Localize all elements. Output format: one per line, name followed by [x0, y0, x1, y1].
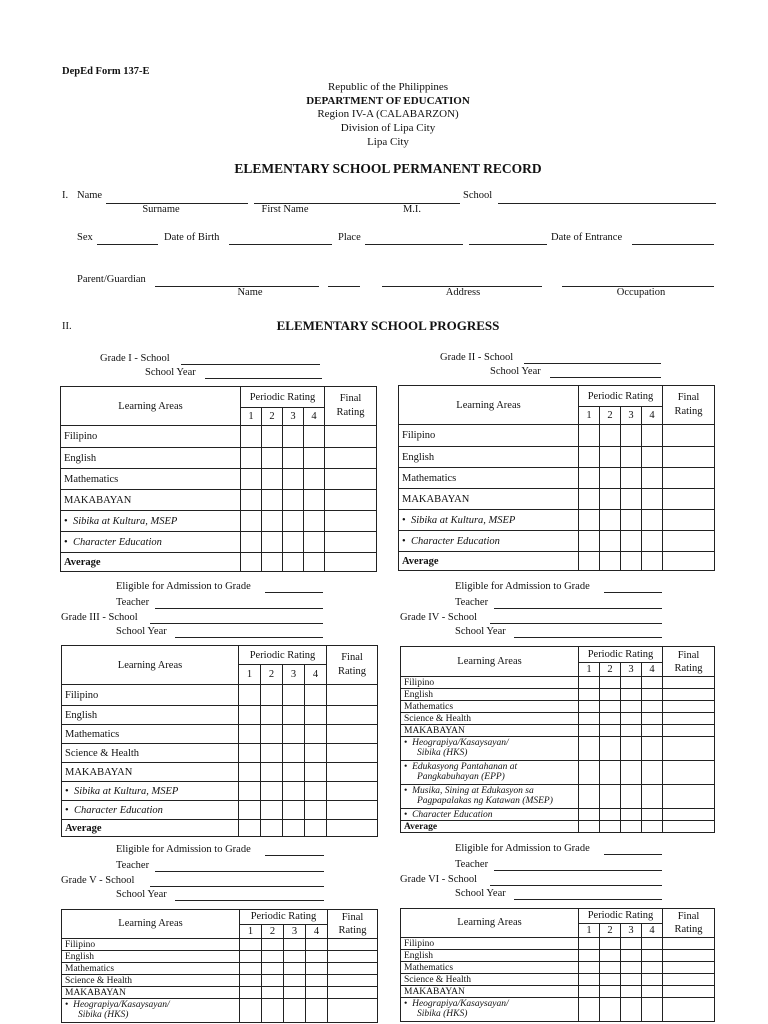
- learning-areas-header: Learning Areas: [61, 387, 241, 426]
- subject-filipino: Filipino: [62, 939, 240, 951]
- rating-header: Rating: [336, 407, 365, 418]
- subject-epp-2: Pangkabuhayan (EPP): [417, 771, 505, 782]
- firstname-caption: First Name: [261, 204, 309, 215]
- q4-header: 4: [304, 408, 325, 426]
- grade2-year-label: School Year: [490, 366, 541, 377]
- grade5-table: [61, 909, 378, 1023]
- grade3-teacher-label: Teacher: [116, 597, 150, 608]
- q2-header: 2: [600, 407, 621, 425]
- periodic-rating-header: Periodic Rating: [239, 646, 327, 665]
- learning-areas-header: Learning Areas: [62, 646, 239, 685]
- final-header: Final: [339, 393, 362, 404]
- rating-header: Rating: [674, 406, 703, 417]
- final-header: Final: [677, 911, 700, 922]
- final-header: Final: [341, 912, 364, 923]
- periodic-rating-header: Periodic Rating: [579, 909, 663, 924]
- q3-header: 3: [283, 665, 305, 685]
- subject-hks: • Heograpiya/Kasaysayan/: [404, 738, 509, 748]
- subject-hks-2: Sibika (HKS): [78, 1009, 129, 1020]
- grade1-school-label: Grade I - School: [100, 353, 170, 364]
- grade3-year-label: School Year: [116, 626, 167, 637]
- subject-makabayan: MAKABAYAN: [61, 490, 241, 511]
- q2-header: 2: [600, 663, 621, 677]
- sex-line[interactable]: [97, 244, 158, 245]
- mi-caption: M.I.: [402, 204, 422, 215]
- q4-header: 4: [642, 663, 663, 677]
- subject-english: English: [62, 951, 240, 963]
- rating-header: Rating: [338, 925, 367, 936]
- q2-header: 2: [600, 924, 621, 938]
- subject-character: • Character Education: [401, 809, 579, 821]
- q1-header: 1: [579, 924, 600, 938]
- subject-science: Science & Health: [62, 975, 240, 987]
- subject-hks: • Heograpiya/Kasaysayan/: [65, 1000, 170, 1010]
- parent-name-caption: Name: [237, 287, 263, 298]
- learning-areas-header: Learning Areas: [62, 910, 240, 939]
- grade4-teacher-line[interactable]: [494, 608, 662, 609]
- grade4-year-label: School Year: [455, 626, 506, 637]
- grade1-school-line[interactable]: [181, 364, 320, 365]
- surname-caption: Surname: [142, 204, 180, 215]
- subject-filipino: Filipino: [61, 426, 241, 448]
- grade6-teacher-label: Teacher: [455, 859, 489, 870]
- q2-header: 2: [261, 665, 283, 685]
- subject-character: • Character Education: [62, 801, 239, 820]
- subject-makabayan: MAKABAYAN: [62, 763, 239, 782]
- grade6-school-line[interactable]: [490, 885, 662, 886]
- q3-header: 3: [621, 924, 642, 938]
- average-row: Average: [62, 820, 239, 837]
- school-line[interactable]: [498, 203, 716, 204]
- grade3-eligible-line[interactable]: [265, 855, 324, 856]
- subject-english: English: [399, 447, 579, 468]
- final-header: Final: [341, 652, 363, 663]
- grade6-teacher-line[interactable]: [494, 870, 662, 871]
- parent-label: Parent/Guardian: [77, 274, 146, 285]
- subject-character: • Character Education: [399, 531, 579, 552]
- grade1-eligible-label: Eligible for Admission to Grade: [116, 581, 251, 592]
- periodic-rating-header: Periodic Rating: [241, 387, 325, 408]
- subject-hks-2: Sibika (HKS): [417, 1008, 468, 1019]
- learning-areas-header: Learning Areas: [401, 909, 579, 938]
- subject-math: Mathematics: [61, 469, 241, 490]
- subject-science: Science & Health: [62, 744, 239, 763]
- subject-makabayan: MAKABAYAN: [62, 987, 240, 999]
- average-row: Average: [399, 552, 579, 571]
- subject-math: Mathematics: [62, 963, 240, 975]
- page-title: ELEMENTARY SCHOOL PERMANENT RECORD: [234, 161, 542, 176]
- section2-numeral: II.: [62, 321, 72, 332]
- grade1-eligible-line[interactable]: [265, 592, 323, 593]
- q4-header: 4: [642, 924, 663, 938]
- grade3-school-label: Grade III - School: [61, 612, 138, 623]
- grade2-school-label: Grade II - School: [440, 352, 514, 363]
- subject-sibika: • Sibika at Kultura, MSEP: [399, 510, 579, 531]
- q3-header: 3: [621, 407, 642, 425]
- grade4-table: [400, 646, 715, 833]
- rating-header: Rating: [674, 662, 703, 674]
- grade4-eligible-line[interactable]: [604, 854, 662, 855]
- grade2-eligible-line[interactable]: [604, 592, 662, 593]
- grade4-teacher-label: Teacher: [455, 597, 489, 608]
- grade1-year-label: School Year: [145, 367, 196, 378]
- q1-header: 1: [579, 663, 600, 677]
- subject-msep-2: Pagpapalakas ng Katawan (MSEP): [417, 795, 553, 806]
- grade4-school-line[interactable]: [490, 623, 662, 624]
- subject-english: English: [62, 706, 239, 725]
- periodic-rating-header: Periodic Rating: [579, 386, 663, 407]
- final-header: Final: [677, 392, 700, 403]
- sex-label: Sex: [77, 232, 93, 243]
- final-header: Final: [677, 649, 700, 661]
- grade1-table: [60, 386, 377, 572]
- subject-filipino: Filipino: [62, 685, 239, 706]
- header-region: Region IV-A (CALABARZON): [317, 108, 459, 120]
- q4-header: 4: [642, 407, 663, 425]
- grade5-school-line[interactable]: [150, 886, 324, 887]
- grade3-table: [61, 645, 378, 837]
- grade6-year-line[interactable]: [514, 899, 662, 900]
- grade1-year-line[interactable]: [205, 378, 322, 379]
- section1-numeral: I.: [62, 190, 69, 201]
- subject-hks-2: Sibika (HKS): [417, 747, 468, 758]
- grade2-year-line[interactable]: [550, 377, 661, 378]
- place-line-2[interactable]: [469, 244, 547, 245]
- parent-name-line-2[interactable]: [328, 286, 360, 287]
- address-caption: Address: [445, 287, 481, 298]
- q1-header: 1: [240, 925, 262, 939]
- subject-science: Science & Health: [401, 974, 579, 986]
- grade3-eligible-label: Eligible for Admission to Grade: [116, 844, 251, 855]
- header-republic: Republic of the Philippines: [327, 81, 449, 93]
- grade2-eligible-label: Eligible for Admission to Grade: [455, 581, 590, 592]
- subject-hks: • Heograpiya/Kasaysayan/: [404, 999, 509, 1009]
- occupation-caption: Occupation: [616, 287, 666, 298]
- header-division: Division of Lipa City: [340, 122, 436, 134]
- entrance-line[interactable]: [632, 244, 714, 245]
- subject-msep: • Musika, Sining at Edukasyon sa: [404, 786, 534, 796]
- subject-english: English: [401, 950, 579, 962]
- grade4-school-label: Grade IV - School: [400, 612, 478, 623]
- periodic-rating-header: Periodic Rating: [240, 910, 328, 925]
- dob-label: Date of Birth: [164, 232, 220, 243]
- subject-math: Mathematics: [401, 962, 579, 974]
- subject-english: English: [401, 689, 579, 701]
- name-label: Name: [77, 190, 103, 201]
- grade5-teacher-line[interactable]: [155, 871, 324, 872]
- grade4-eligible-label: Eligible for Admission to Grade: [455, 843, 590, 854]
- grade3-year-line[interactable]: [175, 637, 323, 638]
- subject-makabayan: MAKABAYAN: [401, 725, 579, 737]
- grade6-year-label: School Year: [455, 888, 506, 899]
- grade6-table: [400, 908, 715, 1022]
- subject-filipino: Filipino: [401, 677, 579, 689]
- place-label: Place: [338, 232, 361, 243]
- header-department: DEPARTMENT OF EDUCATION: [306, 95, 470, 107]
- grade3-teacher-line[interactable]: [155, 608, 323, 609]
- grade2-school-line[interactable]: [524, 363, 661, 364]
- grade2-table: [398, 385, 715, 571]
- place-line-1[interactable]: [365, 244, 463, 245]
- school-label: School: [463, 190, 493, 201]
- learning-areas-header: Learning Areas: [401, 647, 579, 677]
- subject-filipino: Filipino: [399, 425, 579, 447]
- subject-sibika: • Sibika at Kultura, MSEP: [62, 782, 239, 801]
- subject-makabayan: MAKABAYAN: [401, 986, 579, 998]
- q4-header: 4: [306, 925, 328, 939]
- grade5-teacher-label: Teacher: [116, 860, 150, 871]
- q4-header: 4: [305, 665, 327, 685]
- grade3-school-line[interactable]: [150, 623, 323, 624]
- q2-header: 2: [262, 925, 284, 939]
- average-row: Average: [401, 821, 579, 833]
- q2-header: 2: [262, 408, 283, 426]
- periodic-rating-header: Periodic Rating: [579, 647, 663, 663]
- subject-math: Mathematics: [401, 701, 579, 713]
- rating-header: Rating: [674, 924, 703, 935]
- learning-areas-header: Learning Areas: [399, 386, 579, 425]
- subject-epp: • Edukasyong Pantahanan at: [404, 762, 517, 772]
- q1-header: 1: [579, 407, 600, 425]
- q1-header: 1: [241, 408, 262, 426]
- grade5-year-label: School Year: [116, 889, 167, 900]
- subject-science: Science & Health: [401, 713, 579, 725]
- subject-filipino: Filipino: [401, 938, 579, 950]
- q3-header: 3: [621, 663, 642, 677]
- dob-line[interactable]: [229, 244, 332, 245]
- rating-header: Rating: [338, 666, 366, 677]
- subject-math: Mathematics: [399, 468, 579, 489]
- grade4-year-line[interactable]: [514, 637, 662, 638]
- q1-header: 1: [239, 665, 261, 685]
- subject-english: English: [61, 448, 241, 469]
- entrance-label: Date of Entrance: [551, 232, 623, 243]
- subject-makabayan: MAKABAYAN: [399, 489, 579, 510]
- q3-header: 3: [283, 408, 304, 426]
- section2-title: ELEMENTARY SCHOOL PROGRESS: [276, 318, 500, 333]
- subject-math: Mathematics: [62, 725, 239, 744]
- form-code: DepEd Form 137-E: [62, 66, 150, 77]
- header-city: Lipa City: [367, 136, 409, 148]
- q3-header: 3: [284, 925, 306, 939]
- subject-character: • Character Education: [61, 532, 241, 553]
- subject-sibika: • Sibika at Kultura, MSEP: [61, 511, 241, 532]
- average-row: Average: [61, 553, 241, 572]
- grade5-school-label: Grade V - School: [61, 875, 135, 886]
- grade6-school-label: Grade VI - School: [400, 874, 478, 885]
- grade5-year-line[interactable]: [175, 900, 324, 901]
